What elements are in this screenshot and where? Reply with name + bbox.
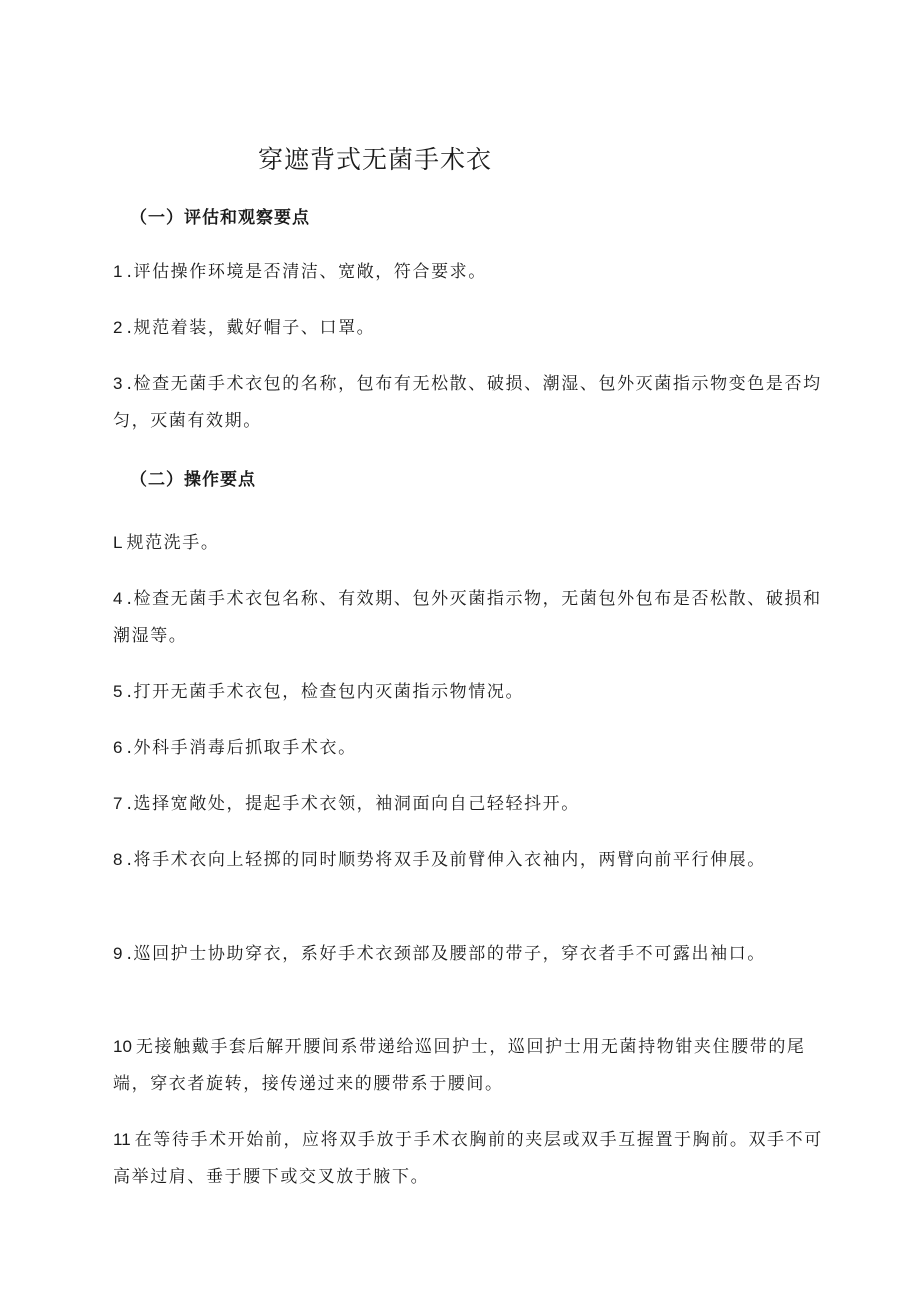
item-number: 1 bbox=[113, 262, 123, 281]
item-text: .外科手消毒后抓取手术衣。 bbox=[126, 738, 357, 758]
list-item bbox=[113, 1121, 828, 1196]
item-text: .检查无菌手术衣包的名称，包布有无松散、破损、潮湿、包外灭菌指示物变色是否均匀，灭菌有效期。 bbox=[113, 374, 822, 431]
list-item bbox=[113, 673, 828, 711]
list-item bbox=[113, 365, 828, 440]
list-item bbox=[113, 785, 828, 823]
list-item bbox=[113, 729, 828, 767]
list-item bbox=[113, 1028, 828, 1103]
section-heading-operation: （二）操作要点 bbox=[130, 470, 256, 490]
item-text: 规范洗手。 bbox=[126, 533, 220, 553]
item-number: 6 bbox=[113, 738, 123, 757]
item-number: 7 bbox=[113, 794, 123, 813]
item-text: .打开无菌手术衣包，检查包内灭菌指示物情况。 bbox=[126, 682, 525, 702]
item-number: 4 bbox=[113, 589, 123, 608]
item-text: 无接触戴手套后解开腰间系带递给巡回护士，巡回护士用无菌持物钳夹住腰带的尾端，穿衣者旋转，接传递过来的腰带系于腰间。 bbox=[113, 1037, 806, 1094]
list-item bbox=[113, 309, 828, 347]
list-item bbox=[113, 935, 828, 973]
item-text: 在等待手术开始前，应将双手放于手术衣胸前的夹层或双手互握置于胸前。双手不可高举过肩、垂于腰下或交叉放于腋下。 bbox=[113, 1130, 823, 1187]
item-number: 9 bbox=[113, 944, 123, 963]
item-text: .巡回护士协助穿衣，系好手术衣颈部及腰部的带子，穿衣者手不可露出袖口。 bbox=[126, 944, 766, 964]
list-item bbox=[113, 253, 828, 291]
list-item bbox=[113, 524, 828, 562]
item-number: 8 bbox=[113, 850, 123, 869]
item-number: 10 bbox=[113, 1037, 132, 1056]
item-text: .将手术衣向上轻掷的同时顺势将双手及前臂伸入衣袖内，两臂向前平行伸展。 bbox=[126, 850, 766, 870]
list-item bbox=[113, 580, 828, 655]
item-text: .评估操作环境是否清洁、宽敞，符合要求。 bbox=[126, 262, 487, 282]
list-item bbox=[113, 841, 828, 879]
item-number: 3 bbox=[113, 374, 123, 393]
item-number: 11 bbox=[113, 1130, 131, 1149]
document-title: 穿遮背式无菌手术衣 bbox=[258, 145, 493, 174]
item-number: 2 bbox=[113, 318, 123, 337]
item-number: L bbox=[113, 533, 123, 552]
item-text: .规范着装，戴好帽子、口罩。 bbox=[126, 318, 376, 338]
section-heading-assessment: （一）评估和观察要点 bbox=[130, 208, 310, 228]
item-number: 5 bbox=[113, 682, 123, 701]
item-text: .检查无菌手术衣包名称、有效期、包外灭菌指示物，无菌包外包布是否松散、破损和潮湿等。 bbox=[113, 589, 822, 646]
item-text: .选择宽敞处，提起手术衣领，袖洞面向自己轻轻抖开。 bbox=[126, 794, 580, 814]
